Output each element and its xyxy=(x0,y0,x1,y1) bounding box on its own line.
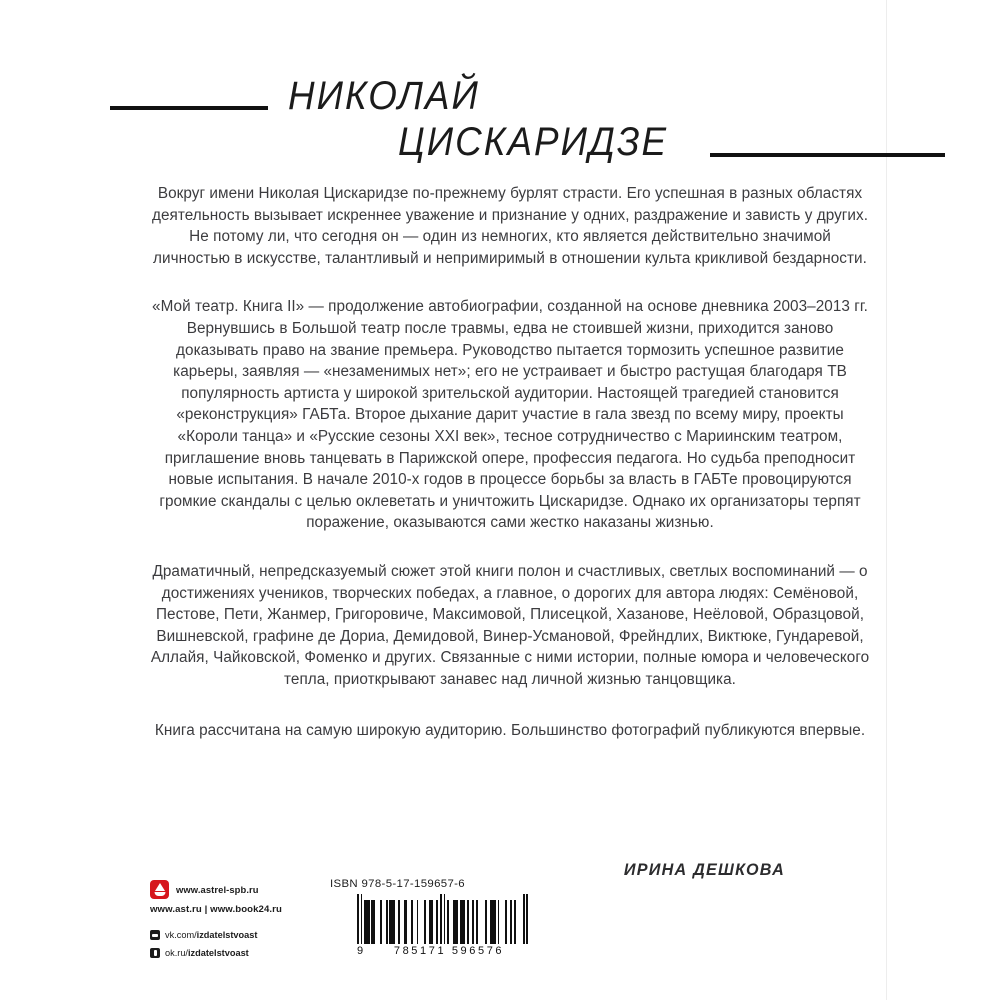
barcode-bars xyxy=(357,894,529,944)
title-row-first xyxy=(110,76,497,116)
isbn-number: ISBN 978-5-17-159657-6 xyxy=(330,878,465,890)
author-last-name: ЦИСКАРИДЗЕ xyxy=(398,120,669,164)
barcode xyxy=(357,894,529,957)
social-vk-handle: izdatelstvoast xyxy=(196,930,258,940)
blurb-author-signature: ИРИНА ДЕШКОВА xyxy=(623,860,785,879)
title-row-second xyxy=(398,122,945,162)
footer xyxy=(150,878,890,978)
social-ok-prefix: ok.ru/ xyxy=(165,948,188,958)
barcode-digits xyxy=(357,945,529,957)
blurb-paragraph-4: Книга рассчитана на самую широкую аудиторию. Большинство фотографий публикуются впервые. xyxy=(154,722,866,740)
blurb-text xyxy=(150,183,870,742)
title-rule-left xyxy=(110,106,268,110)
blurb-paragraph-2: «Мой театр. Книга II» — продолжение автобиографии, созданной на основе дневника 2003–2013 гг. Вернувшись в Большой театр после травмы, едва не стоившей жизни, приходится заново доказывать право на звание премьера. Руководство пытается тормозить успешное развитие карьеры, заявляя — «незаменимых нет»; его не устраивает и быстро растущая благодаря ТВ популярность артиста у широкой зрительской аудитории. Настоящей трагедией становится «реконструкция» ГАБТа. Второе дыхание дарит участие в гала звезд по всему миру, проекты «Короли танца» и «Русские сезоны XXI век», тесное сотрудничество с Мариинским театром, приглашение вновь танцевать в Парижской опере, профессия педагога. Но судьба преподносит новые испытания. В начале 2010-х годов в процессе борьбы за власть в ГАБТе провоцируются громкие скандалы с целью оклеветать и уничтожить Цискаридзе. Однако их организаторы терпят поражение, оказываются сами жестко наказаны жизнью. xyxy=(152,298,868,532)
barcode-bar xyxy=(478,900,485,944)
title-rule-right xyxy=(710,153,945,157)
title-block xyxy=(0,76,1000,186)
social-link-vk[interactable] xyxy=(165,930,257,940)
vk-icon xyxy=(150,930,160,940)
blurb-paragraph-3: Драматичный, непредсказуемый сюжет этой книги полон и счастливых, светлых воспоминаний — о достижениях учеников, творческих победах, а главное, о дорогих для автора людях: Семёновой, Пестове, Пети, Жанмер, Григоровиче, Максимовой, Плисецкой, Хазанове, Неёловой, Образцовой, Вишневской, графине де Дориа, Демидовой, Винер-Усмановой, Фрейндлих, Виктюке, Гундаревой, Аллайя, Чайковской, Фоменко и других. Связанные с ними истории, полные юмора и человеческого тепла, приоткрывают занавес над личной жизнью танцовщика. xyxy=(150,562,870,688)
social-vk-prefix: vk.com/ xyxy=(165,930,197,940)
publisher-url-astrel[interactable]: www.astrel-spb.ru xyxy=(176,883,259,895)
author-first-name: НИКОЛАЙ xyxy=(288,74,480,118)
publisher-urls-secondary[interactable]: www.ast.ru | www.book24.ru xyxy=(150,904,282,915)
isbn-block xyxy=(330,878,560,957)
ast-logo-icon xyxy=(150,880,169,899)
barcode-digits-main: 785171 596576 xyxy=(393,945,505,957)
social-link-ok[interactable] xyxy=(165,948,249,958)
barcode-bar xyxy=(526,894,528,944)
ok-icon xyxy=(150,948,160,958)
social-ok-handle: izdatelstvoast xyxy=(187,948,249,958)
barcode-bar xyxy=(516,900,523,944)
barcode-digit-left: 9 xyxy=(357,945,365,957)
blurb-paragraph-1: Вокруг имени Николая Цискаридзе по-прежнему бурлят страсти. Его успешная в разных областях деятельность вызывает искреннее уважение и признание у одних, раздражение и зависть у других. Не потому ли, что сегодня он — один из немногих, кто является действительно значимой личностью в искусстве, талантливый и непримиримый в отношении культа крикливой бездарности. xyxy=(151,185,869,267)
